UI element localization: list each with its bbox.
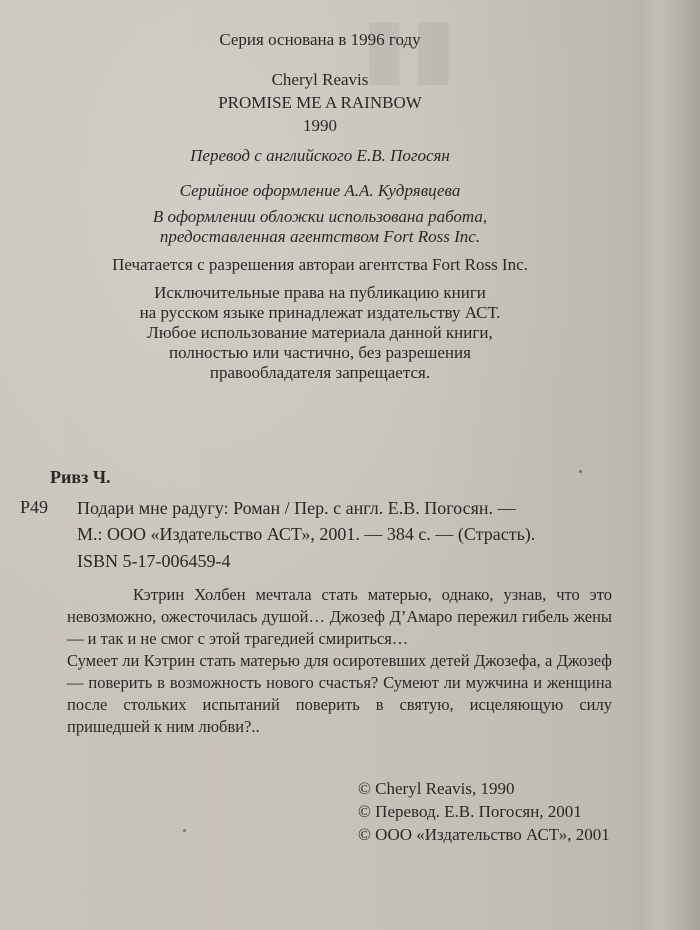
copyright-publisher: © ООО «Издательство АСТ», 2001 [358, 825, 610, 844]
page-edge [642, 0, 700, 930]
copyright-translation: © Перевод. Е.В. Погосян, 2001 [358, 802, 582, 821]
cover-credit-line-2: предоставленная агентством Fort Ross Inc. [159, 227, 481, 246]
translation-credit: Перевод с английского Е.В. Погосян [190, 146, 450, 165]
ink-speck [183, 829, 186, 832]
bibliographic-record [77, 495, 612, 547]
bibliographic-line-2: М.: ООО «Издательство АСТ», 2001. — 384 с. — (Страсть). [77, 524, 536, 544]
annotation-paragraph-2: Сумеет ли Кэтрин стать матерью для осиротевших детей Джозефа, а Джозеф — поверить в возможность нового счастья? Сумеют ли мужчина и женщина после стольких испытаний поверить в святую, исцеляющую силу пришедшей к ним любви?.. [67, 651, 612, 736]
copyright-author: © Cheryl Reavis, 1990 [358, 779, 515, 798]
rights-line-5: правообладателя запрещается. [209, 363, 431, 382]
copyright-block [358, 777, 610, 846]
rights-line-3: Любое использование материала данной книги, [147, 323, 493, 342]
annotation-paragraph-1: Кэтрин Холбен мечтала стать матерью, однако, узнав, что это невозможно, ожесточилась душой… Джозеф Д’Амаро пережил гибель жены — и так и не смог с этой трагедией смириться… [67, 585, 612, 648]
catalog-code: Р49 [20, 497, 49, 517]
show-through-print: ▮▮ [361, 2, 460, 93]
rights-line-2: на русском языке принадлежат издательству АСТ. [139, 303, 501, 322]
author-heading: Ривз Ч. [50, 467, 111, 487]
bibliographic-line-1: Подари мне радугу: Роман / Пер. с англ. Е.В. Погосян. — [77, 498, 516, 518]
rights-line-4: полностью или частично, без разрешения [169, 343, 471, 362]
series-design-credit: Серийное оформление А.А. Кудрявцева [179, 181, 461, 200]
cover-credit-line-1: В оформлении обложки использована работа, [152, 207, 488, 226]
original-author: Cheryl Reavis [271, 70, 369, 89]
permission-notice: Печатается с разрешения автораи агентства Fort Ross Inc. [112, 255, 528, 274]
original-year: 1990 [303, 116, 337, 135]
series-line: Серия основана в 1996 году [219, 30, 421, 49]
original-title: PROMISE ME A RAINBOW [218, 93, 422, 112]
ink-speck [579, 470, 582, 473]
rights-line-1: Исключительные права на публикацию книги [154, 283, 486, 302]
isbn-number: ISBN 5-17-006459-4 [77, 551, 231, 571]
